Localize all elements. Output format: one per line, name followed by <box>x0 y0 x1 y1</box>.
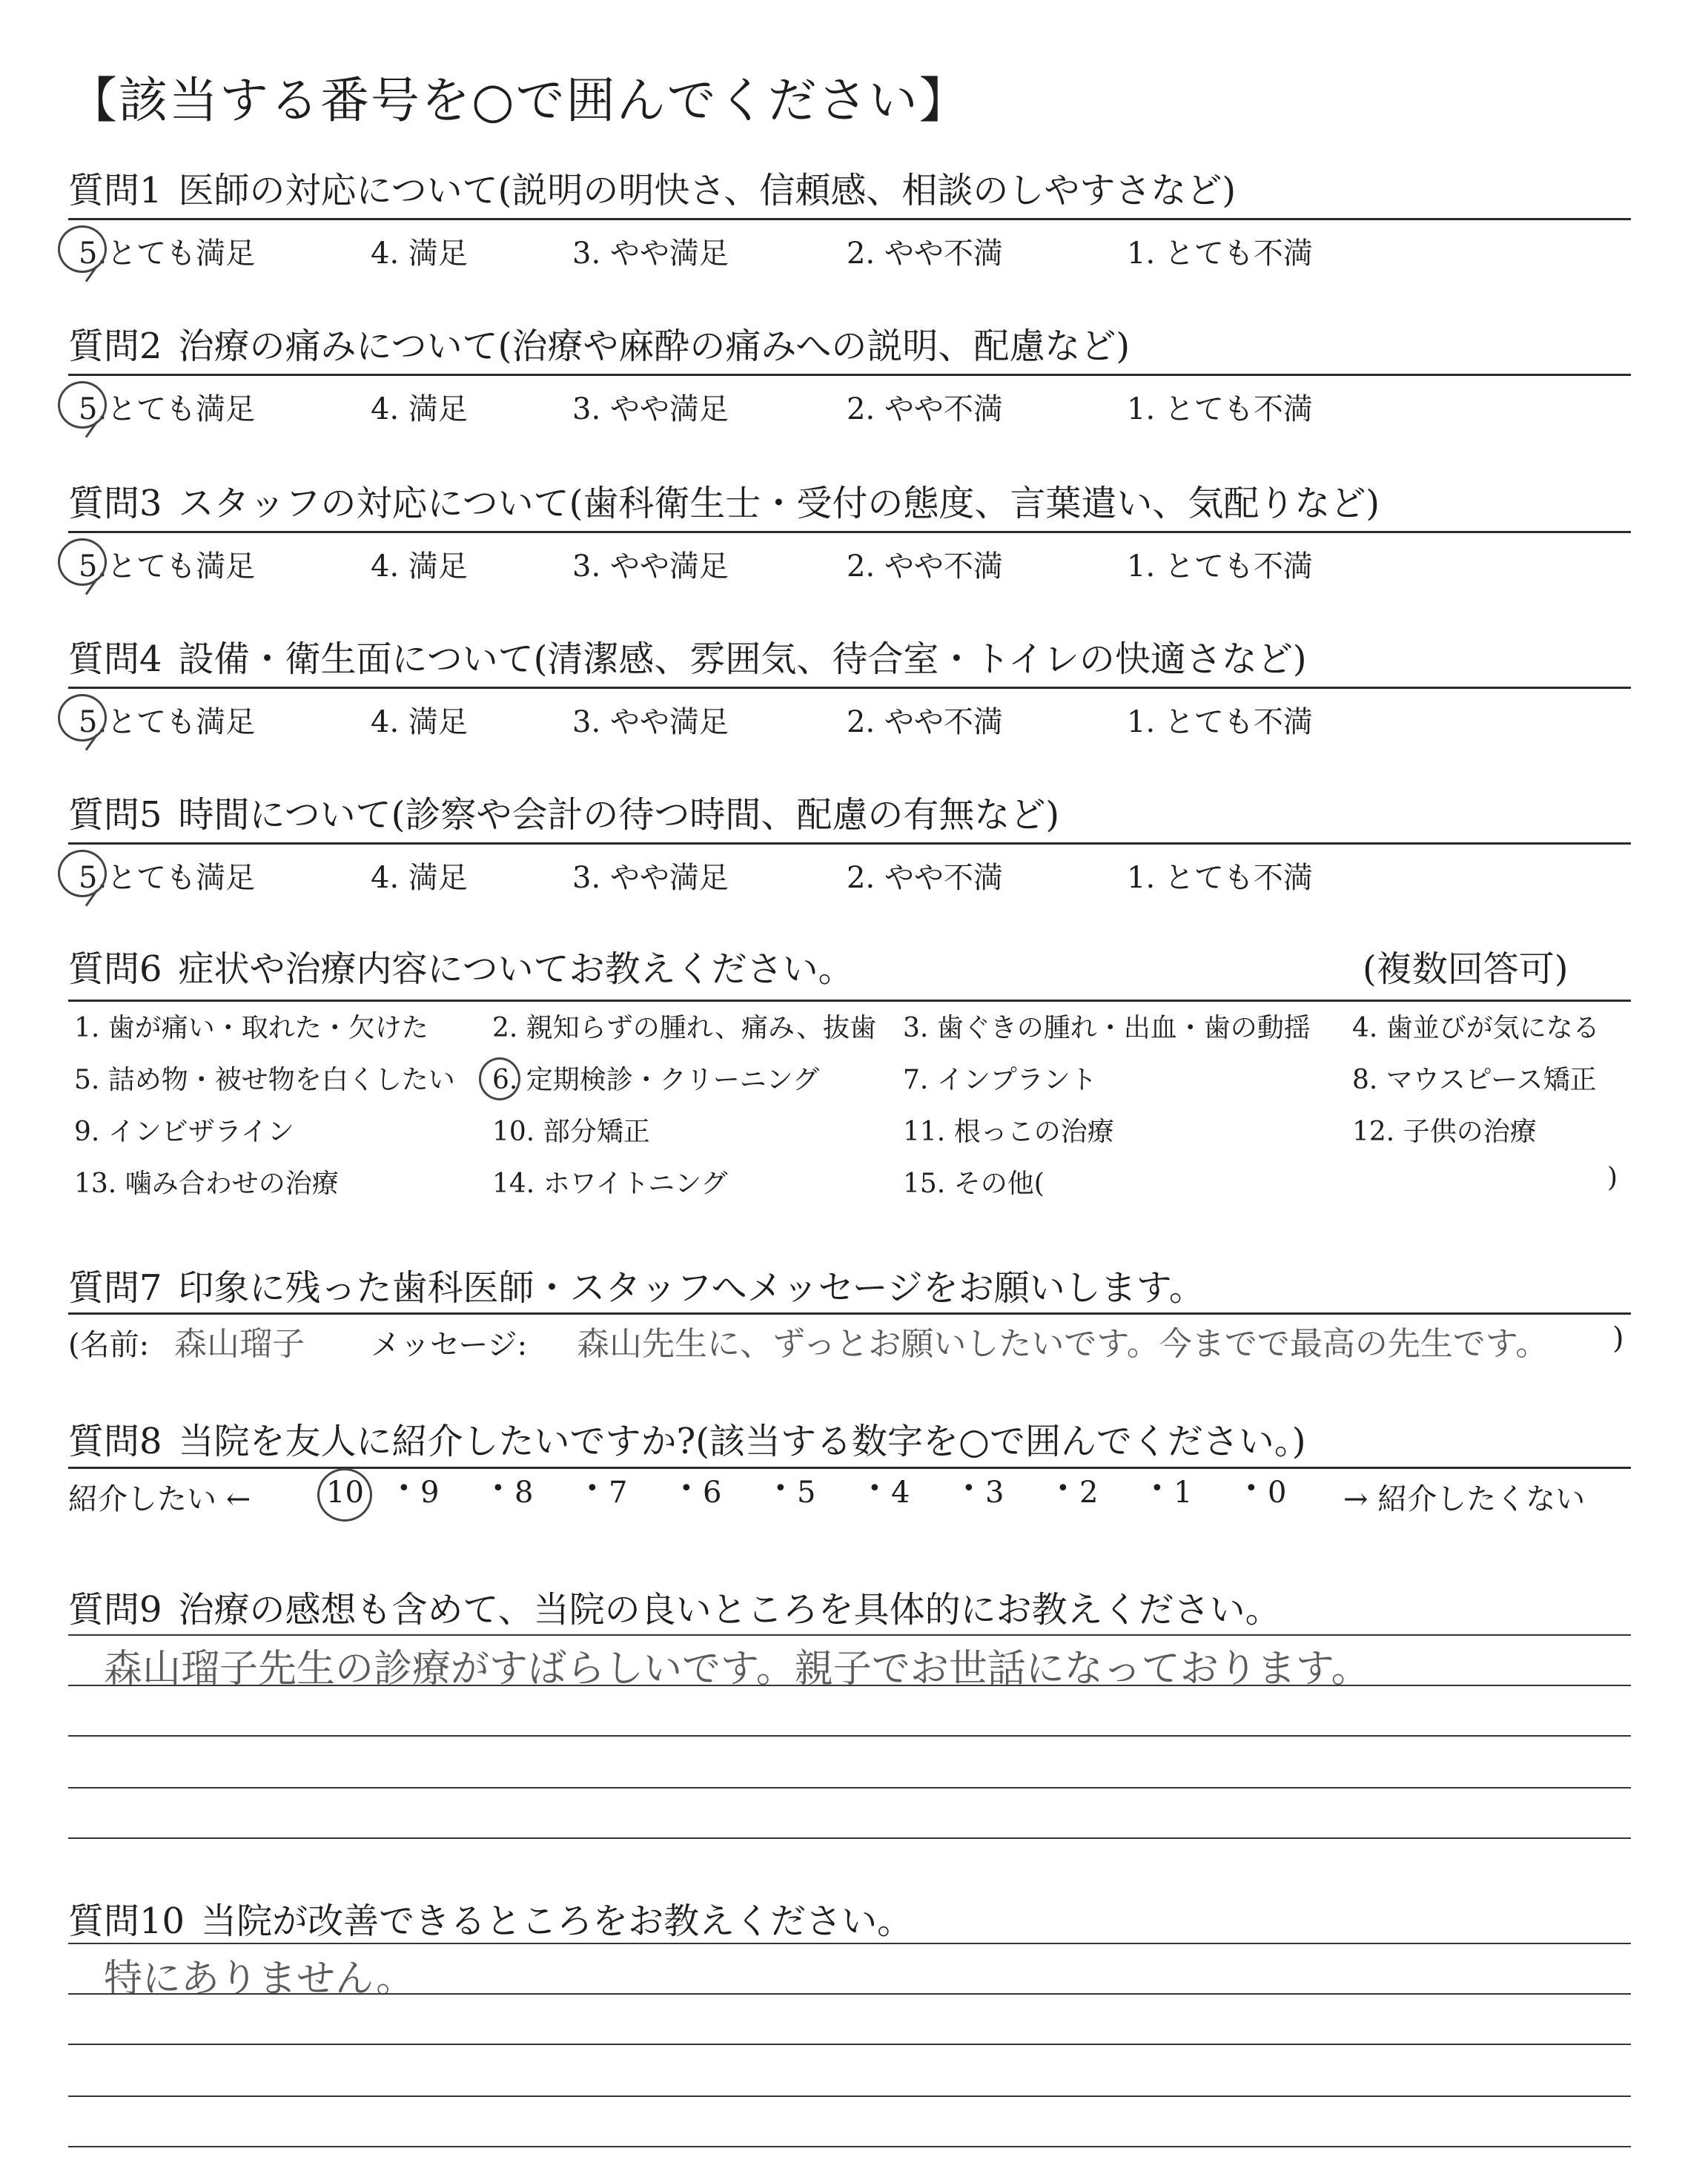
selection-circle <box>58 538 107 586</box>
scale-separator: • <box>962 1476 976 1502</box>
scale-separator: • <box>491 1476 505 1502</box>
rating-option-5[interactable]: 5.とても満足 <box>79 549 256 584</box>
symptom-option-11[interactable]: 11. 根っこの治療 <box>903 1117 1114 1147</box>
answer-line <box>68 2095 1631 2097</box>
message-close-paren: ) <box>1612 1321 1624 1355</box>
rating-option-4[interactable]: 4. 満足 <box>371 392 468 426</box>
answer-line <box>68 2146 1631 2147</box>
rating-option-2[interactable]: 2. やや不満 <box>847 861 1003 895</box>
question-number: 質問6 <box>68 948 162 990</box>
scale-separator: • <box>680 1476 693 1502</box>
rating-option-5[interactable]: 5.とても満足 <box>79 861 256 895</box>
answer-line <box>68 1837 1631 1839</box>
name-handwritten: 森山瑠子 <box>174 1325 305 1363</box>
question-text: スタッフの対応について(歯科衛生士・受付の態度、言葉遣い、気配りなど) <box>178 483 1380 524</box>
scale-separator: • <box>868 1476 881 1502</box>
question-rule <box>68 842 1631 845</box>
name-label: (名前: <box>68 1328 150 1362</box>
selection-circle <box>58 225 107 273</box>
question-text: 当院を友人に紹介したいですか?(該当する数字を○で囲んでください。) <box>178 1421 1306 1462</box>
scale-value-0[interactable]: 0 <box>1268 1476 1287 1510</box>
selection-circle <box>58 694 107 742</box>
question-4 <box>68 630 1307 681</box>
symptom-option-14[interactable]: 14. ホワイトニング <box>492 1169 728 1199</box>
scale-value-6[interactable]: 6 <box>703 1476 722 1510</box>
scale-value-4[interactable]: 4 <box>891 1476 910 1510</box>
rating-option-2[interactable]: 2. やや不満 <box>847 705 1003 739</box>
question-number: 質問2 <box>68 326 162 367</box>
symptom-option-12[interactable]: 12. 子供の治療 <box>1352 1117 1537 1147</box>
symptom-option-10[interactable]: 10. 部分矯正 <box>492 1117 650 1147</box>
answer-line <box>68 1634 1631 1636</box>
answer-line <box>68 1993 1631 1995</box>
rating-option-2[interactable]: 2. やや不満 <box>847 392 1003 426</box>
rating-option-4[interactable]: 4. 満足 <box>371 549 468 584</box>
symptom-option-1[interactable]: 1. 歯が痛い・取れた・欠けた <box>74 1013 428 1043</box>
question-6 <box>68 940 854 991</box>
question-number: 質問10 <box>68 1900 185 1942</box>
rating-option-5[interactable]: 5.とても満足 <box>79 392 256 426</box>
multiple-answer-note: (複数回答可) <box>1363 948 1569 990</box>
symptom-option-2[interactable]: 2. 親知らずの腫れ、痛み、抜歯 <box>492 1013 877 1043</box>
q9-answer-handwritten: 森山瑠子先生の診療がすばらしいです。親子でお世話になっております。 <box>104 1647 1370 1691</box>
scale-left-label: 紹介したい ← <box>68 1482 251 1516</box>
question-number: 質問5 <box>68 794 162 836</box>
rating-option-1[interactable]: 1. とても不満 <box>1127 861 1313 895</box>
rating-option-3[interactable]: 3. やや満足 <box>572 705 729 739</box>
scale-separator: • <box>1056 1476 1070 1502</box>
question-text: 当院が改善できるところをお教えください。 <box>201 1900 913 1942</box>
selection-circle <box>58 850 107 897</box>
symptom-option-4[interactable]: 4. 歯並びが気になる <box>1352 1013 1600 1043</box>
rating-option-1[interactable]: 1. とても不満 <box>1127 392 1313 426</box>
scale-value-5[interactable]: 5 <box>797 1476 816 1510</box>
scale-separator: • <box>774 1476 787 1502</box>
question-rule <box>68 1000 1631 1002</box>
question-rule <box>68 531 1631 533</box>
answer-line <box>68 2044 1631 2045</box>
question-number: 質問3 <box>68 483 162 524</box>
rating-option-4[interactable]: 4. 満足 <box>371 237 468 271</box>
question-2 <box>68 317 1130 369</box>
scale-separator: • <box>397 1476 411 1502</box>
selection-circle <box>58 381 107 429</box>
question-number: 質問1 <box>68 170 162 211</box>
rating-option-5[interactable]: 5.とても満足 <box>79 705 256 739</box>
question-text: 医師の対応について(説明の明快さ、信頼感、相談のしやすさなど) <box>178 170 1237 211</box>
selection-circle <box>317 1468 372 1522</box>
symptom-option-8[interactable]: 8. マウスピース矯正 <box>1352 1065 1597 1095</box>
scale-value-2[interactable]: 2 <box>1079 1476 1099 1510</box>
question-number: 質問4 <box>68 638 162 680</box>
scale-value-7[interactable]: 7 <box>609 1476 628 1510</box>
answer-line <box>68 1685 1631 1686</box>
question-text: 時間について(診察や会計の待つ時間、配慮の有無など) <box>178 794 1060 836</box>
question-rule <box>68 374 1631 376</box>
symptom-option-9[interactable]: 9. インビザライン <box>74 1117 294 1147</box>
q10-answer-handwritten: 特にありません。 <box>104 1957 415 2001</box>
question-text: 印象に残った歯科医師・スタッフへメッセージをお願いします。 <box>178 1267 1205 1309</box>
question-number: 質問9 <box>68 1589 162 1631</box>
rating-option-3[interactable]: 3. やや満足 <box>572 549 729 584</box>
question-9 <box>68 1581 1281 1632</box>
rating-option-4[interactable]: 4. 満足 <box>371 705 468 739</box>
question-8 <box>68 1413 1306 1464</box>
rating-option-1[interactable]: 1. とても不満 <box>1127 549 1313 584</box>
symptom-option-13[interactable]: 13. 噛み合わせの治療 <box>74 1169 339 1199</box>
scale-separator: • <box>1245 1476 1258 1502</box>
rating-option-4[interactable]: 4. 満足 <box>371 861 468 895</box>
scale-value-1[interactable]: 1 <box>1174 1476 1193 1510</box>
answer-line <box>68 1787 1631 1789</box>
question-3 <box>68 475 1380 526</box>
symptom-option-15[interactable]: 15. その他( <box>903 1169 1045 1199</box>
question-text: 治療の痛みについて(治療や麻酔の痛みへの説明、配慮など) <box>178 326 1131 367</box>
question-text: 設備・衛生面について(清潔感、雰囲気、待合室・トイレの快適さなど) <box>178 638 1307 680</box>
rating-option-1[interactable]: 1. とても不満 <box>1127 705 1313 739</box>
question-number: 質問8 <box>68 1421 162 1462</box>
scale-value-3[interactable]: 3 <box>985 1476 1004 1510</box>
selection-circle <box>479 1057 520 1100</box>
rating-option-3[interactable]: 3. やや満足 <box>572 392 729 426</box>
rating-option-3[interactable]: 3. やや満足 <box>572 861 729 895</box>
symptom-option-5[interactable]: 5. 詰め物・被せ物を白くしたい <box>74 1065 455 1095</box>
scale-separator: • <box>1151 1476 1164 1502</box>
question-rule <box>68 687 1631 689</box>
rating-option-5[interactable]: 5.とても満足 <box>79 237 256 271</box>
symptom-option-6[interactable]: 6. 定期検診・クリーニング <box>492 1065 820 1095</box>
rating-option-2[interactable]: 2. やや不満 <box>847 549 1003 584</box>
answer-line <box>68 1735 1631 1737</box>
symptom-option-3[interactable]: 3. 歯ぐきの腫れ・出血・歯の動揺 <box>903 1013 1311 1043</box>
symptom-option-7[interactable]: 7. インプラント <box>903 1065 1097 1095</box>
rating-option-3[interactable]: 3. やや満足 <box>572 237 729 271</box>
scale-value-10[interactable]: 10 <box>326 1476 364 1510</box>
scale-separator: • <box>586 1476 599 1502</box>
question-5 <box>68 786 1059 837</box>
question-1 <box>68 162 1236 213</box>
other-close-paren: ) <box>1607 1163 1618 1193</box>
answer-line <box>68 1943 1631 1944</box>
question-rule <box>68 218 1631 220</box>
question-text: 治療の感想も含めて、当院の良いところを具体的にお教えください。 <box>178 1589 1281 1631</box>
question-rule <box>68 1312 1631 1315</box>
question-10 <box>68 1892 913 1943</box>
scale-value-9[interactable]: 9 <box>420 1476 440 1510</box>
question-rule <box>68 1467 1631 1469</box>
question-text: 症状や治療内容についてお教えください。 <box>178 948 854 990</box>
message-label: メッセージ: <box>371 1328 528 1362</box>
rating-option-1[interactable]: 1. とても不満 <box>1127 237 1313 271</box>
scale-value-8[interactable]: 8 <box>514 1476 534 1510</box>
question-number: 質問7 <box>68 1267 162 1309</box>
scale-right-label: → 紹介したくない <box>1343 1482 1586 1516</box>
form-instruction-title: 【該当する番号を○で囲んでください】 <box>68 72 970 129</box>
message-handwritten: 森山先生に、ずっとお願いしたいです。今までで最高の先生です。 <box>577 1325 1549 1363</box>
rating-option-2[interactable]: 2. やや不満 <box>847 237 1003 271</box>
question-7 <box>68 1259 1205 1310</box>
